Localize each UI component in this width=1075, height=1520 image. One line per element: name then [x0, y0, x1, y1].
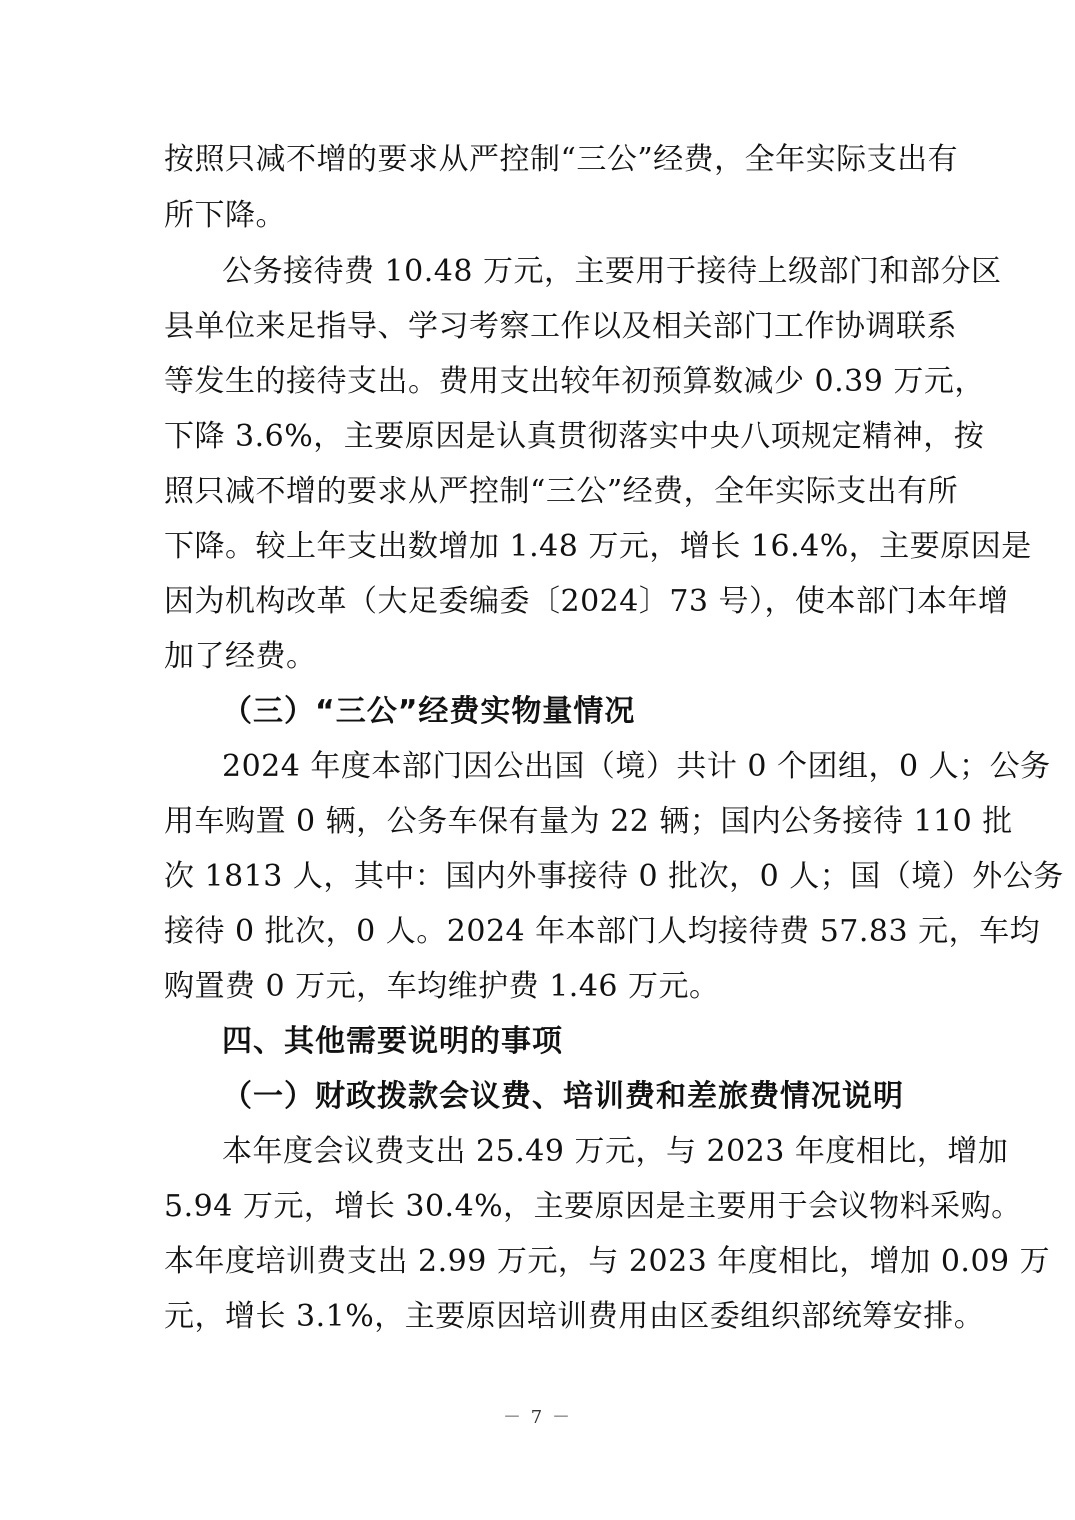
section-heading: 四、其他需要说明的事项 — [222, 1024, 563, 1059]
paragraph-line: 下降。较上年支出数增加 1.48 万元，增长 16.4%，主要原因是 — [164, 529, 1032, 564]
paragraph-line: 次 1813 人，其中：国内外事接待 0 批次，0 人；国（境）外公务 — [164, 859, 1064, 894]
paragraph-line: 所下降。 — [164, 198, 286, 233]
paragraph-line: 县单位来足指导、学习考察工作以及相关部门工作协调联系 — [164, 309, 957, 344]
paragraph-line: 元，增长 3.1%，主要原因培训费用由区委组织部统筹安排。 — [164, 1299, 985, 1334]
section-heading: （三）“三公”经费实物量情况 — [222, 694, 636, 729]
paragraph-line: 接待 0 批次，0 人。2024 年本部门人均接待费 57.83 元，车均 — [164, 914, 1041, 949]
paragraph-line: 按照只减不增的要求从严控制“三公”经费，全年实际支出有 — [164, 142, 959, 177]
paragraph-line: 用车购置 0 辆，公务车保有量为 22 辆；国内公务接待 110 批 — [164, 804, 1013, 839]
paragraph-line: 照只减不增的要求从严控制“三公”经费，全年实际支出有所 — [164, 474, 959, 509]
paragraph-line: 本年度培训费支出 2.99 万元，与 2023 年度相比，增加 0.09 万 — [164, 1244, 1051, 1279]
paragraph-line: 因为机构改革（大足委编委〔2024〕73 号），使本部门本年增 — [164, 584, 1009, 619]
subsection-heading: （一）财政拨款会议费、培训费和差旅费情况说明 — [222, 1079, 904, 1114]
paragraph-line: 购置费 0 万元，车均维护费 1.46 万元。 — [164, 969, 720, 1004]
paragraph-line: 加了经费。 — [164, 639, 317, 674]
paragraph-line: 下降 3.6%，主要原因是认真贯彻落实中央八项规定精神，按 — [164, 419, 985, 454]
paragraph-line: 2024 年度本部门因公出国（境）共计 0 个团组，0 人；公务 — [222, 749, 1051, 784]
page-number: － 7 － — [503, 1407, 572, 1428]
paragraph-line: 5.94 万元，增长 30.4%，主要原因是主要用于会议物料采购。 — [164, 1189, 1022, 1224]
paragraph-line: 公务接待费 10.48 万元，主要用于接待上级部门和部分区 — [222, 254, 1002, 289]
paragraph-line: 等发生的接待支出。费用支出较年初预算数减少 0.39 万元， — [164, 364, 985, 399]
paragraph-line: 本年度会议费支出 25.49 万元，与 2023 年度相比，增加 — [222, 1134, 1009, 1169]
